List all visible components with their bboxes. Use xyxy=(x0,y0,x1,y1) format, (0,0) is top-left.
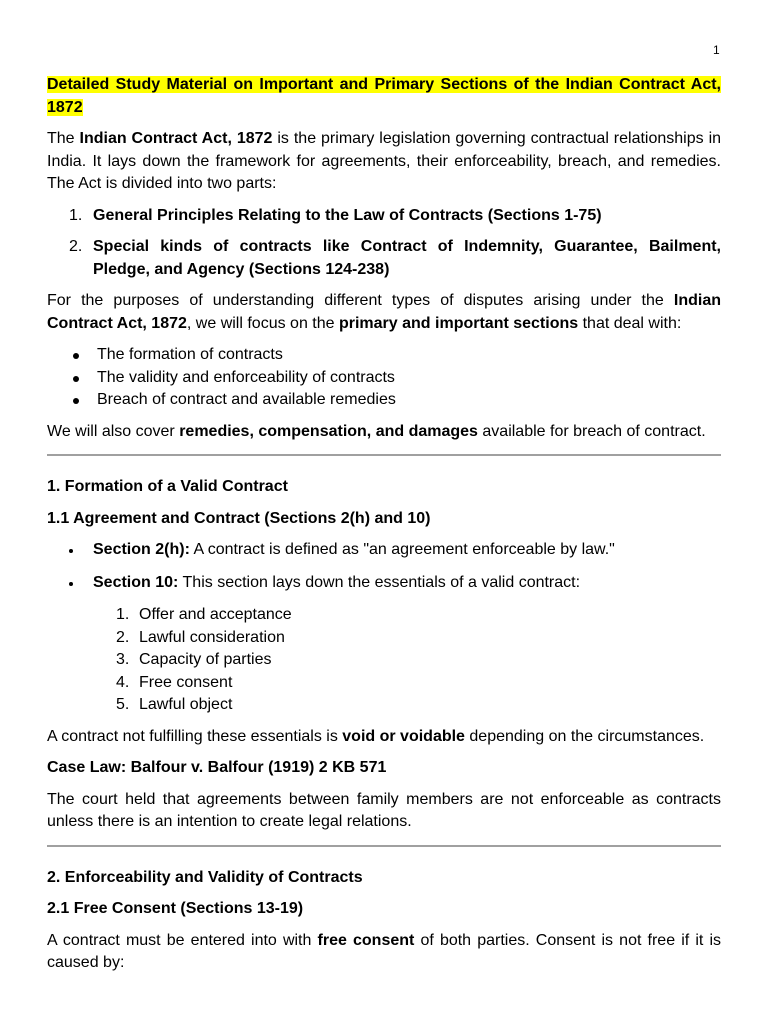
focus-list xyxy=(47,344,721,412)
section-heading: 1. Formation of a Valid Contract xyxy=(47,478,288,495)
case-law-heading: Case Law: Balfour v. Balfour (1919) 2 KB 571 xyxy=(47,759,387,776)
list-item: 4. Free consent xyxy=(116,673,233,691)
purpose-paragraph: For the purposes of understanding different types of disputes arising under the Indian Contract Act, 1872, we will focus on the primary and important sections that deal with: xyxy=(47,292,721,332)
bullet-icon xyxy=(69,582,73,586)
consent-paragraph: A contract must be entered into with free consent of both parties. Consent is not free if it is caused by: xyxy=(47,931,722,971)
list-item: Breach of contract and available remedies xyxy=(47,389,721,412)
cover-paragraph: We will also cover remedies, compensation, and damages available for breach of contract. xyxy=(47,422,706,440)
void-paragraph: A contract not fulfilling these essentials is void or voidable depending on the circumstances. xyxy=(47,727,705,745)
section-heading: 2. Enforceability and Validity of Contracts xyxy=(47,868,363,886)
list-item: The validity and enforceability of contracts xyxy=(47,367,721,390)
case-law-paragraph: The court held that agreements between family members are not enforceable as contracts unless there is an intention to create legal relations. xyxy=(47,790,721,830)
list-item: 2. Special kinds of contracts like Contract of Indemnity, Guarantee, Bailment, Pledge, and Agency (Sections 124-238) xyxy=(69,238,721,278)
list-item: Section 2(h): A contract is defined as "an agreement enforceable by law." xyxy=(47,539,721,562)
document-title xyxy=(47,74,721,119)
sub-heading: 2.1 Free Consent (Sections 13-19) xyxy=(47,900,304,917)
bullet-icon xyxy=(73,398,79,404)
list-item: The formation of contracts xyxy=(47,344,721,367)
list-item: Section 10: This section lays down the essentials of a valid contract: xyxy=(47,572,721,595)
parts-list xyxy=(47,205,721,282)
essentials-list xyxy=(47,604,721,717)
list-item: 1. General Principles Relating to the Law of Contracts (Sections 1-75) xyxy=(69,206,602,224)
list-item: 5. Lawful object xyxy=(116,696,233,713)
sub-heading: 1.1 Agreement and Contract (Sections 2(h) and 10) xyxy=(47,509,431,527)
page-number: 1 xyxy=(713,43,720,57)
title-highlight: Detailed Study Material on Important and Primary Sections of the Indian Contract Act, 1872 xyxy=(47,76,721,116)
list-item: 1. Offer and acceptance xyxy=(116,606,292,623)
list-item: 3. Capacity of parties xyxy=(116,651,272,668)
intro-paragraph: The Indian Contract Act, 1872 is the primary legislation governing contractual relationships in India. It lays down the framework for agreements, their enforceability, breach, and remedies. The Act is divided into two parts: xyxy=(47,130,722,192)
definition-list xyxy=(47,539,721,594)
bullet-icon xyxy=(73,353,79,359)
list-item: 2. Lawful consideration xyxy=(116,628,285,646)
document-body xyxy=(47,74,721,975)
bullet-icon xyxy=(69,549,73,553)
bullet-icon xyxy=(73,376,79,382)
